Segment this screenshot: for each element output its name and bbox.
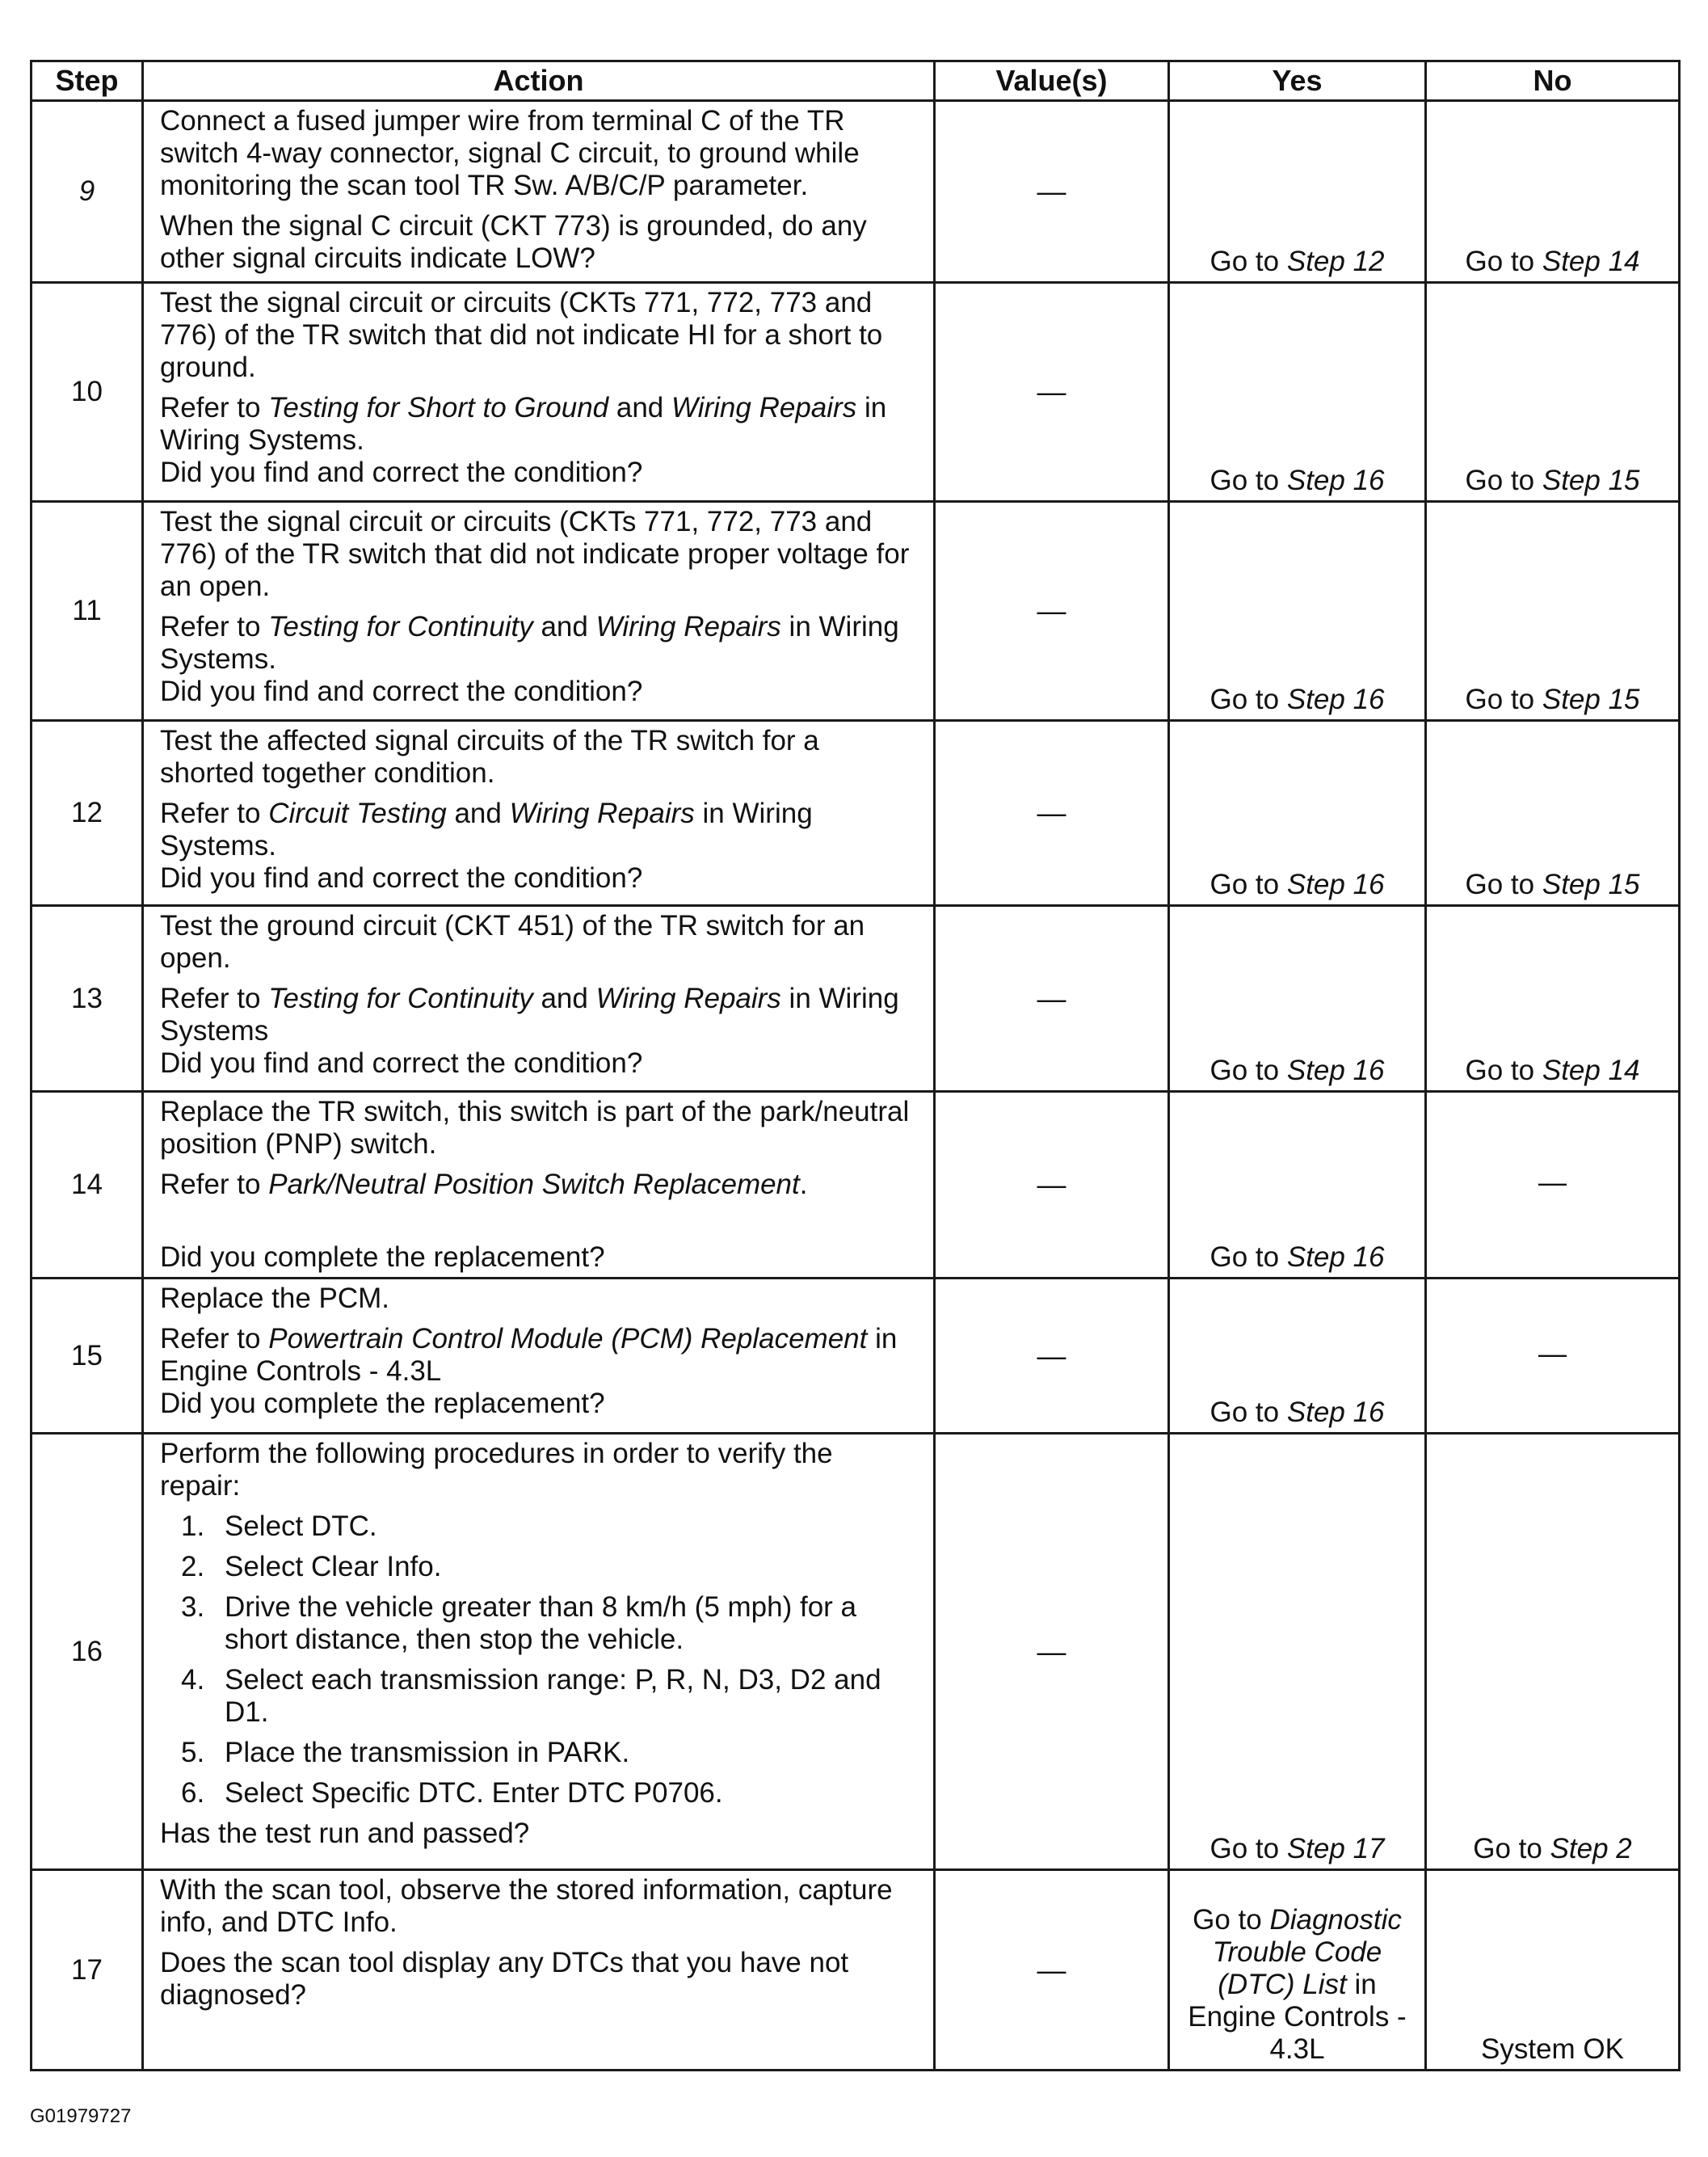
yes-step-link[interactable]: Step 17: [1286, 1833, 1385, 1864]
reference-link[interactable]: Park/Neutral Position Switch Replacement: [268, 1169, 800, 1200]
yes-cell: [1169, 721, 1426, 906]
goto-label: Go to: [1465, 246, 1535, 277]
list-item: 3. Drive the vehicle greater than 8 km/h (5 mph) for a short distance, then stop the vehicle.: [181, 1591, 857, 1655]
action-question: Did you complete the replacement?: [160, 1241, 605, 1273]
header-action: Action: [143, 61, 935, 101]
value-cell: —: [935, 1279, 1169, 1434]
value-cell: —: [935, 502, 1169, 721]
reference-link[interactable]: Testing for Continuity: [268, 983, 533, 1014]
yes-step-link[interactable]: Step 16: [1286, 1397, 1385, 1428]
list-item: 2. Select Clear Info.: [181, 1551, 442, 1582]
procedure-list: [160, 1510, 920, 1809]
list-item: 6. Select Specific DTC. Enter DTC P0706.: [181, 1777, 723, 1809]
action-question: Does the scan tool display any DTCs that you have not diagnosed?: [160, 1947, 849, 2011]
reference-link[interactable]: Testing for Continuity: [268, 611, 533, 642]
table-row-step-16: [32, 1434, 1680, 1870]
action-text: Test the signal circuit or circuits (CKTs 771, 772, 773 and 776) of the TR switch that did not indicate proper voltage for an open.: [160, 506, 910, 602]
list-item: 1. Select DTC.: [181, 1510, 377, 1542]
action-reference: Refer to Testing for Continuity and Wiring Repairs in Wiring Systems.: [160, 611, 899, 675]
action-cell: [143, 1870, 935, 2071]
table-row-step-11: [32, 502, 1680, 721]
action-reference: Refer to Testing for Continuity and Wiring Repairs in Wiring Systems: [160, 983, 899, 1047]
reference-link[interactable]: Powertrain Control Module (PCM) Replacement: [268, 1323, 868, 1354]
value-cell: —: [935, 906, 1169, 1092]
yes-cell: [1169, 906, 1426, 1092]
goto-label: Go to: [1465, 465, 1535, 496]
yes-reference-link[interactable]: Diagnostic Trouble Code (DTC) List: [1212, 1904, 1402, 2000]
step-number: 16: [32, 1434, 143, 1870]
step-number: 15: [32, 1279, 143, 1434]
step-number: 10: [32, 283, 143, 502]
yes-cell: [1169, 1279, 1426, 1434]
step-number: 14: [32, 1092, 143, 1279]
action-cell: [143, 721, 935, 906]
yes-reference-tail: in Engine Controls - 4.3L: [1188, 1969, 1407, 2065]
action-text: Connect a fused jumper wire from terminal C of the TR switch 4-way connector, signal C circuit, to ground while monitoring the scan tool TR Sw. A/B/C/P parameter.: [160, 105, 860, 201]
goto-label: Go to: [1473, 1833, 1542, 1864]
reference-link[interactable]: Testing for Short to Ground: [268, 392, 609, 423]
reference-link[interactable]: Circuit Testing: [268, 798, 447, 829]
goto-label: Go to: [1209, 869, 1280, 900]
action-question: Did you find and correct the condition?: [160, 676, 643, 707]
goto-label: Go to: [1209, 684, 1280, 715]
step-number: 9: [32, 101, 143, 283]
list-item: 4. Select each transmission range: P, R, N, D3, D2 and D1.: [181, 1664, 881, 1728]
goto-label: Go to: [1193, 1904, 1262, 1936]
yes-step-link[interactable]: Step 16: [1286, 1241, 1385, 1273]
no-step-link[interactable]: Step 15: [1542, 465, 1640, 496]
action-question: Has the test run and passed?: [160, 1818, 530, 1849]
yes-cell: [1169, 1092, 1426, 1279]
value-cell: —: [935, 721, 1169, 906]
no-cell: [1426, 1434, 1680, 1870]
value-cell: —: [935, 1870, 1169, 2071]
no-cell: —: [1426, 1279, 1680, 1434]
value-cell: —: [935, 283, 1169, 502]
value-cell: —: [935, 1434, 1169, 1870]
goto-label: Go to: [1209, 1241, 1280, 1273]
figure-id: G01979727: [30, 2105, 132, 2127]
yes-step-link[interactable]: Step 16: [1286, 1055, 1385, 1086]
action-question: Did you complete the replacement?: [160, 1388, 605, 1419]
action-text: With the scan tool, observe the stored information, capture info, and DTC Info.: [160, 1874, 893, 1938]
value-cell: —: [935, 1092, 1169, 1279]
header-row: [32, 61, 1680, 101]
action-reference: Refer to Circuit Testing and Wiring Repairs in Wiring Systems.: [160, 798, 813, 862]
no-cell: [1426, 721, 1680, 906]
goto-label: Go to: [1465, 1055, 1535, 1086]
header-yes: Yes: [1169, 61, 1426, 101]
action-cell: [143, 1279, 935, 1434]
action-cell: [143, 1434, 935, 1870]
goto-label: Go to: [1465, 869, 1535, 900]
table-row-step-10: [32, 283, 1680, 502]
reference-link[interactable]: Wiring Repairs: [671, 392, 857, 423]
no-cell: [1426, 906, 1680, 1092]
no-cell: —: [1426, 1092, 1680, 1279]
no-step-link[interactable]: Step 15: [1542, 684, 1640, 715]
no-step-link[interactable]: Step 14: [1542, 246, 1640, 277]
header-step: Step: [32, 61, 143, 101]
table-row-step-12: [32, 721, 1680, 906]
header-no: No: [1426, 61, 1680, 101]
reference-link[interactable]: Wiring Repairs: [595, 611, 781, 642]
table-row-step-17: [32, 1870, 1680, 2071]
action-text: Replace the PCM.: [160, 1283, 390, 1314]
action-text: Test the affected signal circuits of the TR switch for a shorted together condition.: [160, 725, 819, 789]
action-question: When the signal C circuit (CKT 773) is grounded, do any other signal circuits indicate LOW?: [160, 210, 867, 274]
no-cell: [1426, 283, 1680, 502]
action-text: Perform the following procedures in order to verify the repair:: [160, 1438, 833, 1502]
goto-label: Go to: [1209, 1055, 1280, 1086]
yes-cell: [1169, 283, 1426, 502]
yes-cell: [1169, 502, 1426, 721]
goto-label: Go to: [1209, 1397, 1280, 1428]
goto-label: Go to: [1209, 1833, 1280, 1864]
action-text: Test the ground circuit (CKT 451) of the TR switch for an open.: [160, 910, 865, 974]
yes-step-link[interactable]: Step 16: [1286, 869, 1385, 900]
no-step-link[interactable]: Step 15: [1542, 869, 1640, 900]
action-reference: Refer to Powertrain Control Module (PCM) Replacement in Engine Controls - 4.3L: [160, 1323, 898, 1387]
step-number: 17: [32, 1870, 143, 2071]
action-question: Did you find and correct the condition?: [160, 1047, 643, 1079]
yes-step-link[interactable]: Step 16: [1286, 465, 1385, 496]
action-question: Did you find and correct the condition?: [160, 457, 643, 488]
no-step-link[interactable]: Step 14: [1542, 1055, 1640, 1086]
reference-link[interactable]: Wiring Repairs: [509, 798, 695, 829]
table-row-step-14: [32, 1092, 1680, 1279]
action-cell: [143, 502, 935, 721]
table-row-step-15: [32, 1279, 1680, 1434]
no-cell: [1426, 101, 1680, 283]
action-text: Replace the TR switch, this switch is part of the park/neutral position (PNP) switch.: [160, 1096, 910, 1160]
action-question: Did you find and correct the condition?: [160, 862, 643, 894]
value-cell: —: [935, 101, 1169, 283]
action-cell: [143, 101, 935, 283]
no-step-link[interactable]: Step 2: [1550, 1833, 1632, 1864]
step-number: 13: [32, 906, 143, 1092]
table-row-step-9: [32, 101, 1680, 283]
action-cell: [143, 906, 935, 1092]
list-item: 5. Place the transmission in PARK.: [181, 1737, 630, 1768]
step-number: 11: [32, 502, 143, 721]
action-reference: Refer to Testing for Short to Ground and Wiring Repairs in Wiring Systems.: [160, 392, 887, 456]
yes-step-link[interactable]: Step 16: [1286, 684, 1385, 715]
yes-cell: [1169, 1434, 1426, 1870]
no-cell: [1426, 502, 1680, 721]
action-cell: [143, 1092, 935, 1279]
goto-label: Go to: [1209, 465, 1280, 496]
diagnostic-table: [30, 60, 1681, 2071]
action-cell: [143, 283, 935, 502]
table-row-step-13: [32, 906, 1680, 1092]
yes-cell: [1169, 101, 1426, 283]
yes-step-link[interactable]: Step 12: [1286, 246, 1385, 277]
no-cell: System OK: [1426, 1870, 1680, 2071]
action-reference: Refer to Park/Neutral Position Switch Replacement.: [160, 1169, 808, 1200]
yes-cell: [1169, 1870, 1426, 2071]
reference-link[interactable]: Wiring Repairs: [595, 983, 781, 1014]
action-text: Test the signal circuit or circuits (CKTs 771, 772, 773 and 776) of the TR switch that did not indicate HI for a short to ground.: [160, 287, 883, 383]
header-values: Value(s): [935, 61, 1169, 101]
step-number: 12: [32, 721, 143, 906]
goto-label: Go to: [1209, 246, 1280, 277]
goto-label: Go to: [1465, 684, 1535, 715]
